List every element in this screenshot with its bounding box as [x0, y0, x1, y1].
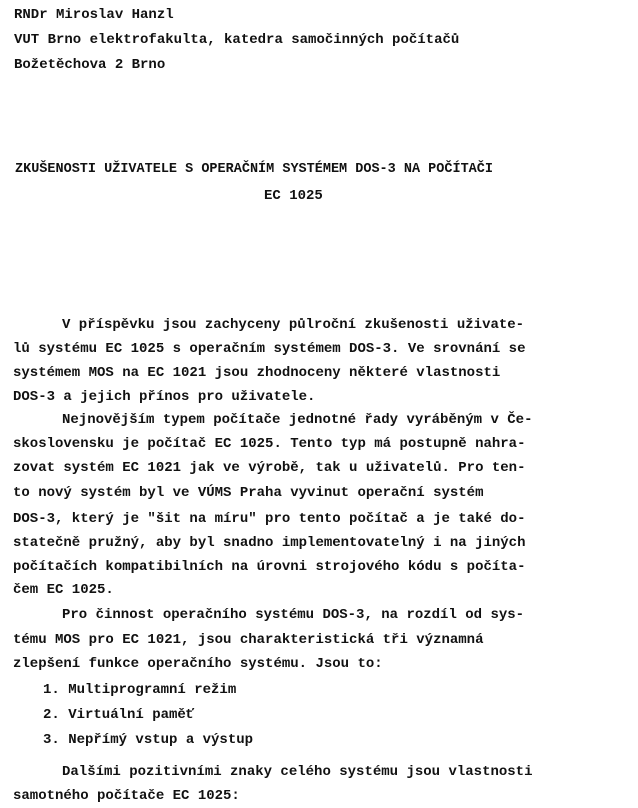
document-title-line1: ZKUŠENOSTI UŽIVATELE S OPERAČNÍM SYSTÉMEM DOS-3 NA POČÍTAČI: [15, 162, 493, 177]
paragraph-line: Pro činnost operačního systému DOS-3, na rozdíl od sys-: [62, 607, 525, 623]
paragraph-line: samotného počítače EC 1025:: [13, 788, 240, 804]
paragraph-line: systémem MOS na EC 1021 jsou zhodnoceny některé vlastnosti: [13, 365, 501, 381]
paragraph-line: Nejnovějším typem počítače jednotné řady vyráběným v Če-: [62, 412, 533, 428]
author-name: RNDr Miroslav Hanzl: [14, 7, 174, 23]
paragraph-line: to nový systém byl ve VÚMS Praha vyvinut operační systém: [13, 485, 484, 501]
paragraph-line: V příspěvku jsou zachyceny půlroční zkušenosti uživate-: [62, 317, 525, 333]
list-item: 3. Nepřímý vstup a výstup: [43, 732, 254, 748]
list-item: 2. Virtuální paměť: [43, 707, 195, 723]
paragraph-line: lů systému EC 1025 s operačním systémem DOS-3. Ve srovnání se: [13, 341, 526, 357]
paragraph-line: zlepšení funkce operačního systému. Jsou to:: [13, 656, 383, 672]
paragraph-line: skoslovensku je počítač EC 1025. Tento typ má postupně nahra-: [13, 436, 526, 452]
paragraph-line: zovat systém EC 1021 jak ve výrobě, tak u uživatelů. Pro ten-: [13, 460, 526, 476]
author-address: Božetěchova 2 Brno: [14, 57, 166, 73]
paragraph-line: počítačích kompatibilních na úrovni strojového kódu s počíta-: [13, 559, 526, 575]
paragraph-line: Dalšími pozitivními znaky celého systému jsou vlastnosti: [62, 764, 533, 780]
paragraph-line: statečně pružný, aby byl snadno implementovatelný i na jiných: [13, 535, 526, 551]
paragraph-line: DOS-3 a jejich přínos pro uživatele.: [13, 389, 316, 405]
document-title-line2: EC 1025: [264, 188, 323, 204]
list-item: 1. Multiprogramní režim: [43, 682, 237, 698]
paragraph-line: čem EC 1025.: [13, 582, 114, 598]
author-institution: VUT Brno elektrofakulta, katedra samočinných počítačů: [14, 32, 460, 48]
paragraph-line: DOS-3, který je "šit na míru" pro tento počítač a je také do-: [13, 511, 526, 527]
paragraph-line: tému MOS pro EC 1021, jsou charakteristická tři významná: [13, 632, 484, 648]
